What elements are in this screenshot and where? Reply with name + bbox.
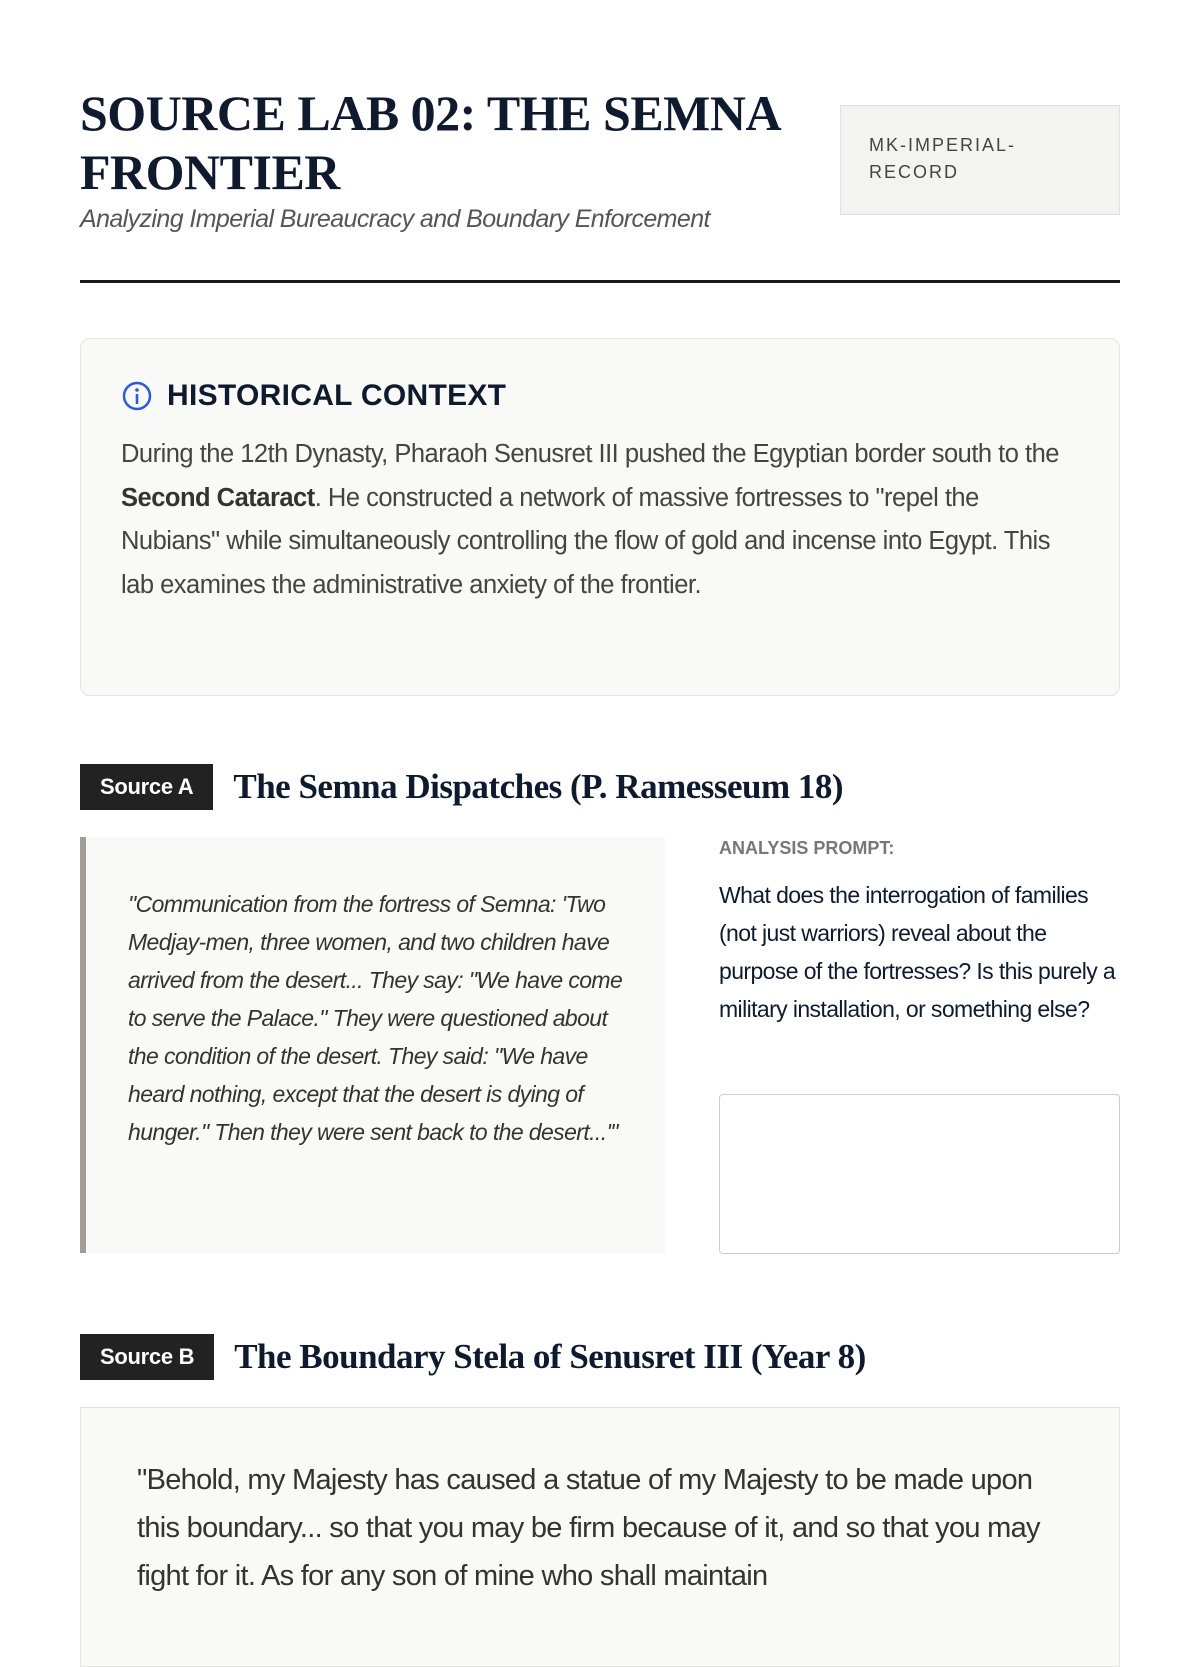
source-a-header: [80, 764, 843, 810]
source-b-title: The Boundary Stela of Senusret III (Year 8): [234, 1337, 866, 1376]
analysis-prompt-label: ANALYSIS PROMPT:: [719, 838, 895, 858]
context-text-bold: Second Cataract: [121, 483, 315, 512]
record-tag: MK-IMPERIAL-RECORD: [840, 105, 1120, 215]
source-b-quote: "Behold, my Majesty has caused a statue of my Majesty to be made upon this boundary... so that you may be firm because of it, and so that you may fight for it. As for any son of mine who shall maintain: [80, 1407, 1120, 1667]
context-text-part: . He constructed a network of massive fortresses to "repel the Nubians" while simultaneously controlling the flow of gold and incense into Egypt. This lab examines the administrative anxiety of the frontier.: [121, 483, 1050, 599]
context-text-part: During the 12th Dynasty, Pharaoh Senusret III pushed the Egyptian border south to the: [121, 440, 1059, 468]
info-icon: [121, 380, 153, 412]
source-b-header: [80, 1334, 866, 1380]
source-b-badge: Source B: [80, 1334, 214, 1380]
context-heading-row: [121, 379, 1079, 413]
historical-context-panel: [80, 338, 1120, 696]
source-a-badge: Source A: [80, 764, 213, 810]
page-subtitle: Analyzing Imperial Bureaucracy and Boundary Enforcement: [80, 205, 710, 233]
analysis-answer-input[interactable]: [719, 1094, 1120, 1254]
analysis-prompt-text: What does the interrogation of families (not just warriors) reveal about the purpose of the fortresses? Is this purely a military installation, or something else?: [719, 882, 1116, 1022]
source-a-quote: "Communication from the fortress of Semna: 'Two Medjay-men, three women, and two children have arrived from the desert... They say: "We have come to serve the Palace." They were questioned about the condition of the desert. They said: "We have heard nothing, except that the desert is dying of hunger." Then they were sent back to the desert...'": [80, 837, 665, 1253]
source-a-title: The Semna Dispatches (P. Ramesseum 18): [233, 767, 844, 806]
context-heading: HISTORICAL CONTEXT: [167, 379, 507, 412]
context-text: [121, 433, 1079, 607]
page-title: SOURCE LAB 02: THE SEMNA FRONTIER: [80, 85, 779, 200]
analysis-prompt: [719, 838, 1120, 1028]
page: [80, 0, 1120, 1592]
page-header: [80, 0, 1120, 283]
